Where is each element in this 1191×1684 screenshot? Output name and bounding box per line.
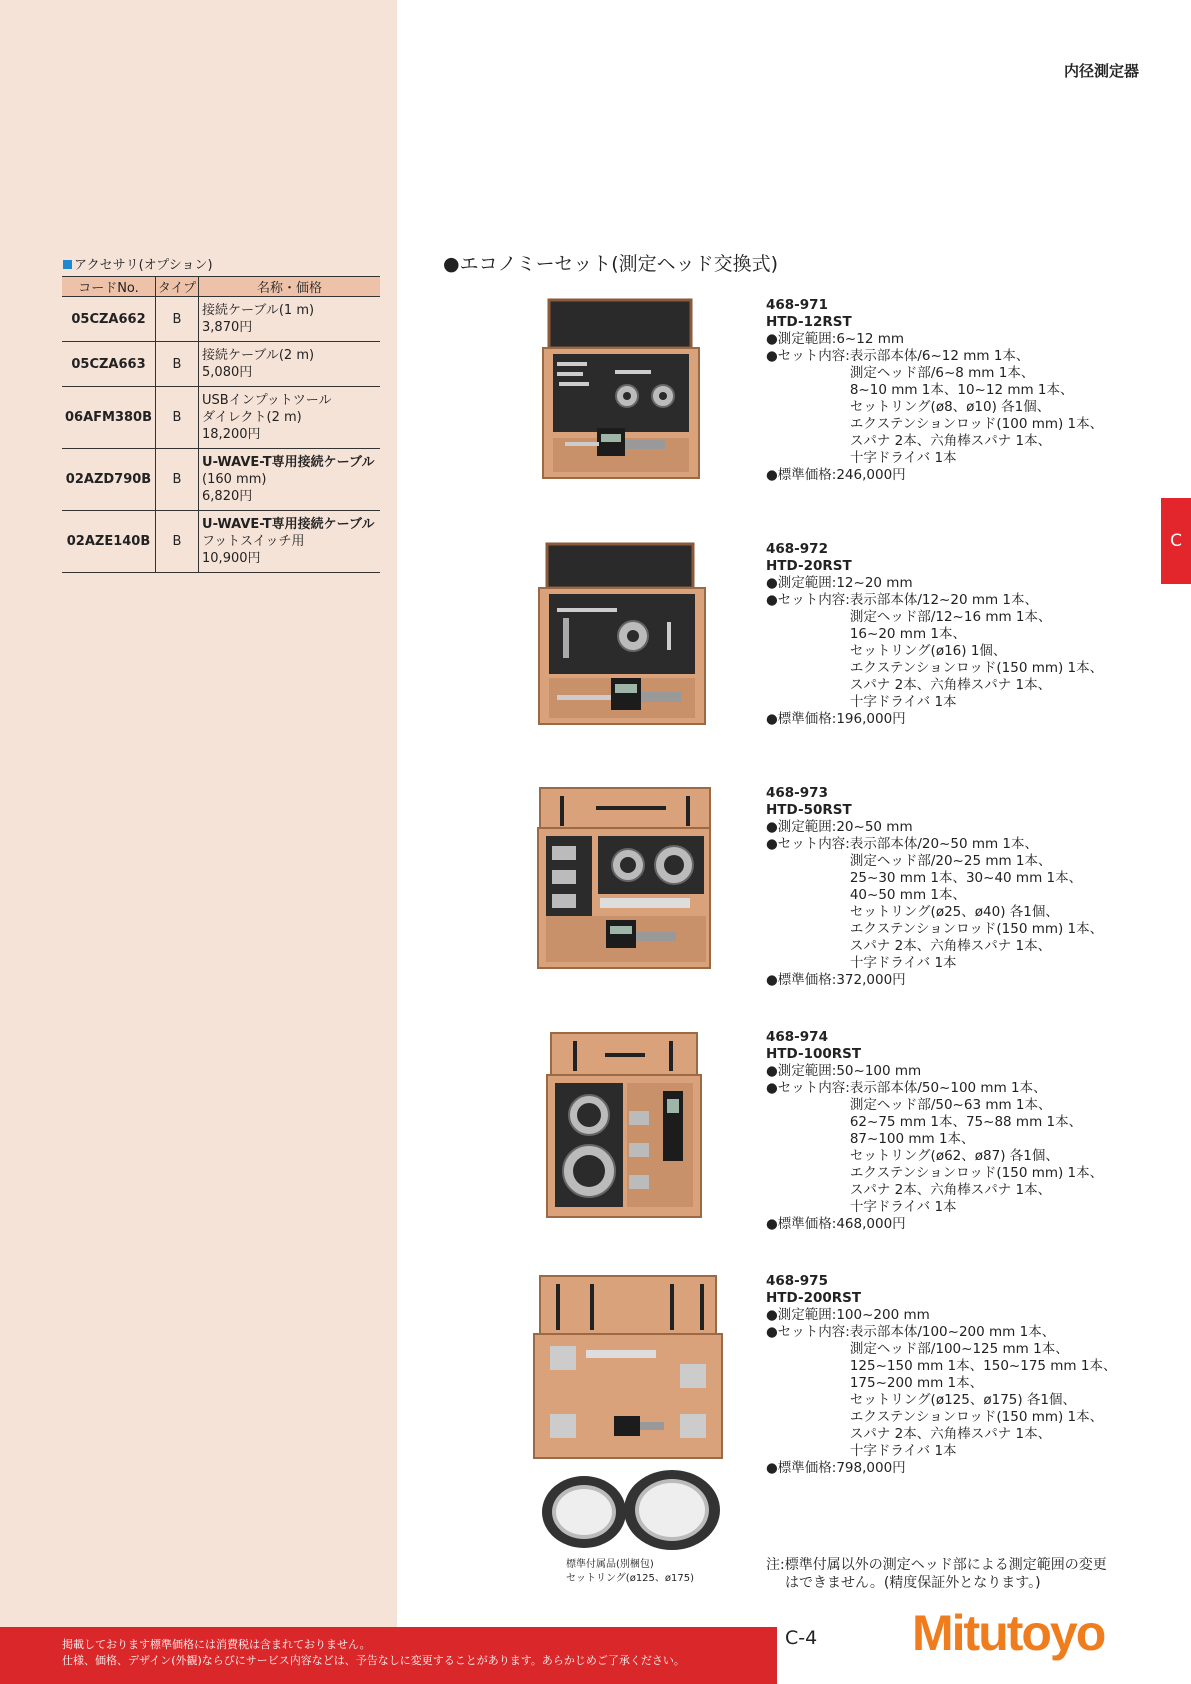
type-cell: B xyxy=(156,297,199,342)
photo-caption: 標準付属品(別梱包) セットリング(ø125、ø175) xyxy=(566,1559,695,1584)
code-cell: 05CZA663 xyxy=(62,342,156,387)
code-cell: 06AFM380B xyxy=(62,387,156,449)
name-price-cell: U-WAVE-T専用接続ケーブル (160 mm) 6,820円 xyxy=(199,449,380,511)
product-number: 468-975 xyxy=(766,1273,828,1289)
left-panel xyxy=(0,0,397,1684)
type-cell: B xyxy=(156,449,199,511)
product-number: 468-973 xyxy=(766,785,828,801)
type-cell: B xyxy=(156,511,199,573)
standard-price: ●標準価格:468,000円 xyxy=(766,1216,906,1232)
type-cell: B xyxy=(156,387,199,449)
table-row xyxy=(62,449,380,511)
name-price-cell: U-WAVE-T専用接続ケーブル フットスイッチ用 10,900円 xyxy=(199,511,380,573)
name-price-cell: USBインプットツール ダイレクト(2 m) 18,200円 xyxy=(199,387,380,449)
table-row xyxy=(62,297,380,342)
footer-disclaimer: 掲載しております標準価格には消費税は含まれておりません。 仕様、価格、デザイン(外観)ならびにサービス内容などは、予告なしに変更することがあります。あらかじめご了承ください。 xyxy=(62,1638,685,1667)
measuring-range: ●測定範囲:50~100 mm xyxy=(766,1063,922,1079)
column-header: 名称・価格 xyxy=(199,277,380,297)
code-cell: 05CZA662 xyxy=(62,297,156,342)
measuring-range: ●測定範囲:6~12 mm xyxy=(766,331,904,347)
square-bullet-icon xyxy=(63,260,72,269)
product-photo-468-972 xyxy=(533,542,711,730)
product-photo-468-975 xyxy=(530,1274,726,1464)
column-header: コードNo. xyxy=(62,277,156,297)
category-title: 内径測定器 xyxy=(1063,62,1139,80)
product-photo-468-973 xyxy=(536,786,714,972)
product-number: 468-974 xyxy=(766,1029,828,1045)
product-model: HTD-200RST xyxy=(766,1290,862,1306)
product-number: 468-971 xyxy=(766,297,828,313)
standard-price: ●標準価格:798,000円 xyxy=(766,1460,906,1476)
set-contents: ●セット内容: 表示部本体/50~100 mm 1本、 測定ヘッド部/50~63 mm 1本、 62~75 mm 1本、75~88 mm 1本、 87~100 mm 1本、 セットリング(ø62、ø87) 各1個、 エクステンションロッド(150 mm) 1本、 スパナ 2本、六角棒スパナ 1本、 十字ドライバ 1本 xyxy=(766,1080,1104,1215)
accessory-table xyxy=(62,276,380,573)
mitutoyo-logo: Mitutoyo xyxy=(912,1605,1105,1661)
product-spec xyxy=(766,541,1103,728)
name-price-cell: 接続ケーブル(1 m) 3,870円 xyxy=(199,297,380,342)
measuring-range: ●測定範囲:20~50 mm xyxy=(766,819,913,835)
set-contents: ●セット内容: 表示部本体/20~50 mm 1本、 測定ヘッド部/20~25 mm 1本、 25~30 mm 1本、30~40 mm 1本、 40~50 mm 1本、 セットリング(ø25、ø40) 各1個、 エクステンションロッド(150 mm) 1本、 スパナ 2本、六角棒スパナ 1本、 十字ドライバ 1本 xyxy=(766,836,1104,971)
type-cell: B xyxy=(156,342,199,387)
measuring-range: ●測定範囲:12~20 mm xyxy=(766,575,913,591)
product-spec xyxy=(766,1029,1103,1233)
name-price-cell: 接続ケーブル(2 m) 5,080円 xyxy=(199,342,380,387)
table-row xyxy=(62,511,380,573)
table-row xyxy=(62,342,380,387)
section-tab[interactable]: C xyxy=(1161,498,1191,584)
code-cell: 02AZD790B xyxy=(62,449,156,511)
product-photo-468-971 xyxy=(535,298,707,486)
product-model: HTD-20RST xyxy=(766,558,852,574)
page-number: C-4 xyxy=(785,1627,818,1649)
standard-price: ●標準価格:196,000円 xyxy=(766,711,906,727)
product-model: HTD-12RST xyxy=(766,314,852,330)
product-number: 468-972 xyxy=(766,541,828,557)
section-title: ●エコノミーセット(測定ヘッド交換式) xyxy=(443,253,779,275)
product-spec xyxy=(766,785,1103,989)
table-row xyxy=(62,387,380,449)
set-contents: ●セット内容: 表示部本体/100~200 mm 1本、 測定ヘッド部/100~125 mm 1本、 125~150 mm 1本、150~175 mm 1本、 175~200 mm 1本、 セットリング(ø125、ø175) 各1個、 エクステンションロッド(150 mm) 1本、 スパナ 2本、六角棒スパナ 1本、 十字ドライバ 1本 xyxy=(766,1324,1117,1459)
measuring-range: ●測定範囲:100~200 mm xyxy=(766,1307,930,1323)
column-header: タイプ xyxy=(156,277,199,297)
accessory-title: アクセサリ(オプション) xyxy=(63,254,213,273)
set-contents: ●セット内容: 表示部本体/6~12 mm 1本、 測定ヘッド部/6~8 mm 1本、 8~10 mm 1本、10~12 mm 1本、 セットリング(ø8、ø10) 各1個、 エクステンションロッド(100 mm) 1本、 スパナ 2本、六角棒スパナ 1本、 十字ドライバ 1本 xyxy=(766,348,1104,466)
product-photo-468-974 xyxy=(545,1031,703,1221)
set-contents: ●セット内容: 表示部本体/12~20 mm 1本、 測定ヘッド部/12~16 mm 1本、 16~20 mm 1本、 セットリング(ø16) 1個、 エクステンションロッド(150 mm) 1本、 スパナ 2本、六角棒スパナ 1本、 十字ドライバ 1本 xyxy=(766,592,1104,710)
code-cell: 02AZE140B xyxy=(62,511,156,573)
product-spec xyxy=(766,297,1103,484)
product-model: HTD-50RST xyxy=(766,802,852,818)
standard-price: ●標準価格:246,000円 xyxy=(766,467,906,483)
standard-price: ●標準価格:372,000円 xyxy=(766,972,906,988)
product-model: HTD-100RST xyxy=(766,1046,862,1062)
note: 注:標準付属以外の測定ヘッド部による測定範囲の変更 はできません。(精度保証外となります。) xyxy=(766,1557,1107,1591)
setting-ring-photo xyxy=(538,1468,722,1554)
product-spec xyxy=(766,1273,1116,1477)
